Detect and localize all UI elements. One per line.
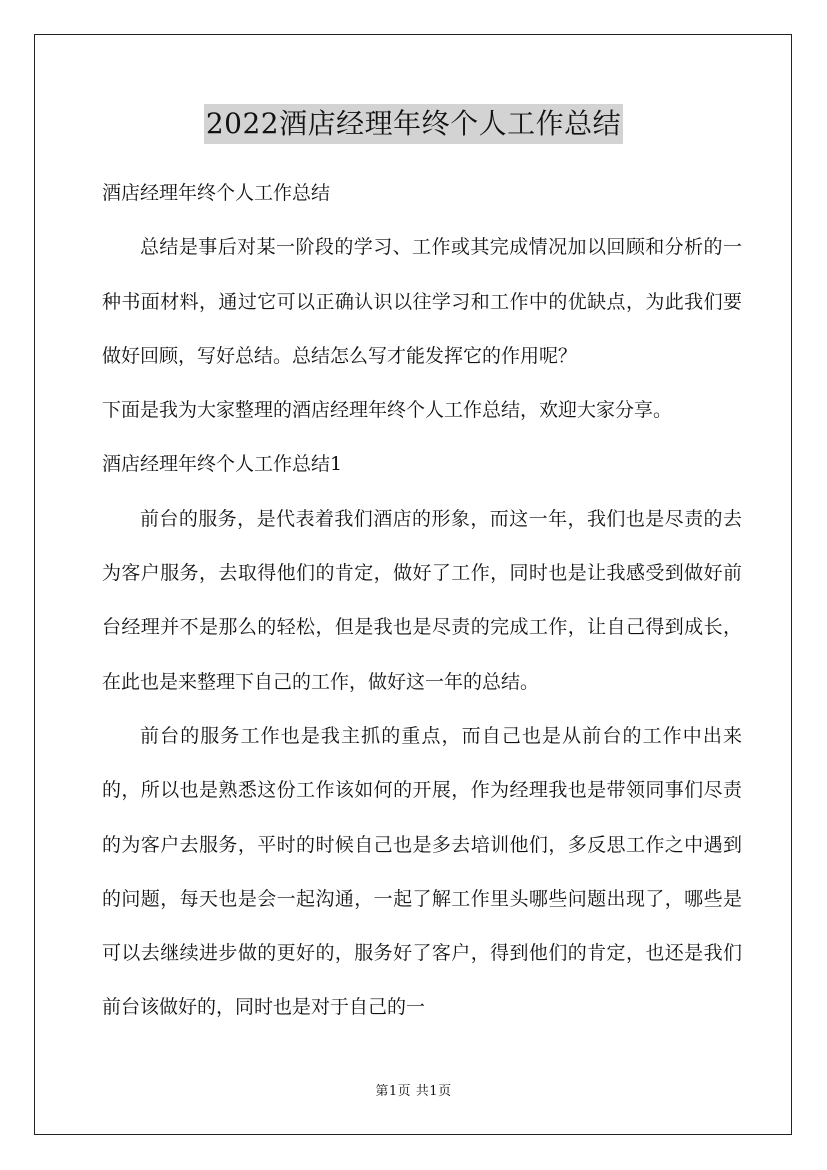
page-footer: 第1页 共1页 [375, 1084, 452, 1099]
section-heading: 酒店经理年终个人工作总结 [102, 182, 331, 204]
paragraph: 总结是事后对某一阶段的学习、工作或其完成情况加以回顾和分析的一种书面材料，通过它可以正确认识以往学习和工作中的优缺点，为此我们要做好回顾，写好总结。总结怎么写才能发挥它的作用呢？ [102, 236, 742, 367]
title-container [0, 104, 827, 144]
paragraph: 下面是我为大家整理的酒店经理年终个人工作总结，欢迎大家分享。 [102, 399, 673, 422]
document-title: 2022酒店经理年终个人工作总结 [204, 104, 623, 144]
document-body [102, 166, 742, 1035]
section-heading: 酒店经理年终个人工作总结1 [102, 453, 343, 476]
paragraph: 前台的服务，是代表着我们酒店的形象，而这一年，我们也是尽责的去为客户服务，去取得他们的肯定，做好了工作，同时也是让我感受到做好前台经理并不是那么的轻松，但是我也是尽责的完成工作，让自己得到成长，在此也是来整理下自己的工作，做好这一年的总结。 [102, 507, 742, 693]
paragraph: 前台的服务工作也是我主抓的重点，而自己也是从前台的工作中出来的，所以也是熟悉这份工作该如何的开展，作为经理我也是带领同事们尽责的为客户去服务，平时的时候自己也是多去培训他们，多反思工作之中遇到的问题，每天也是会一起沟通，一起了解工作里头哪些问题出现了，哪些是可以去继续进步做的更好的，服务好了客户，得到他们的肯定，也还是我们前台该做好的，同时也是对于自己的一 [102, 724, 742, 1019]
